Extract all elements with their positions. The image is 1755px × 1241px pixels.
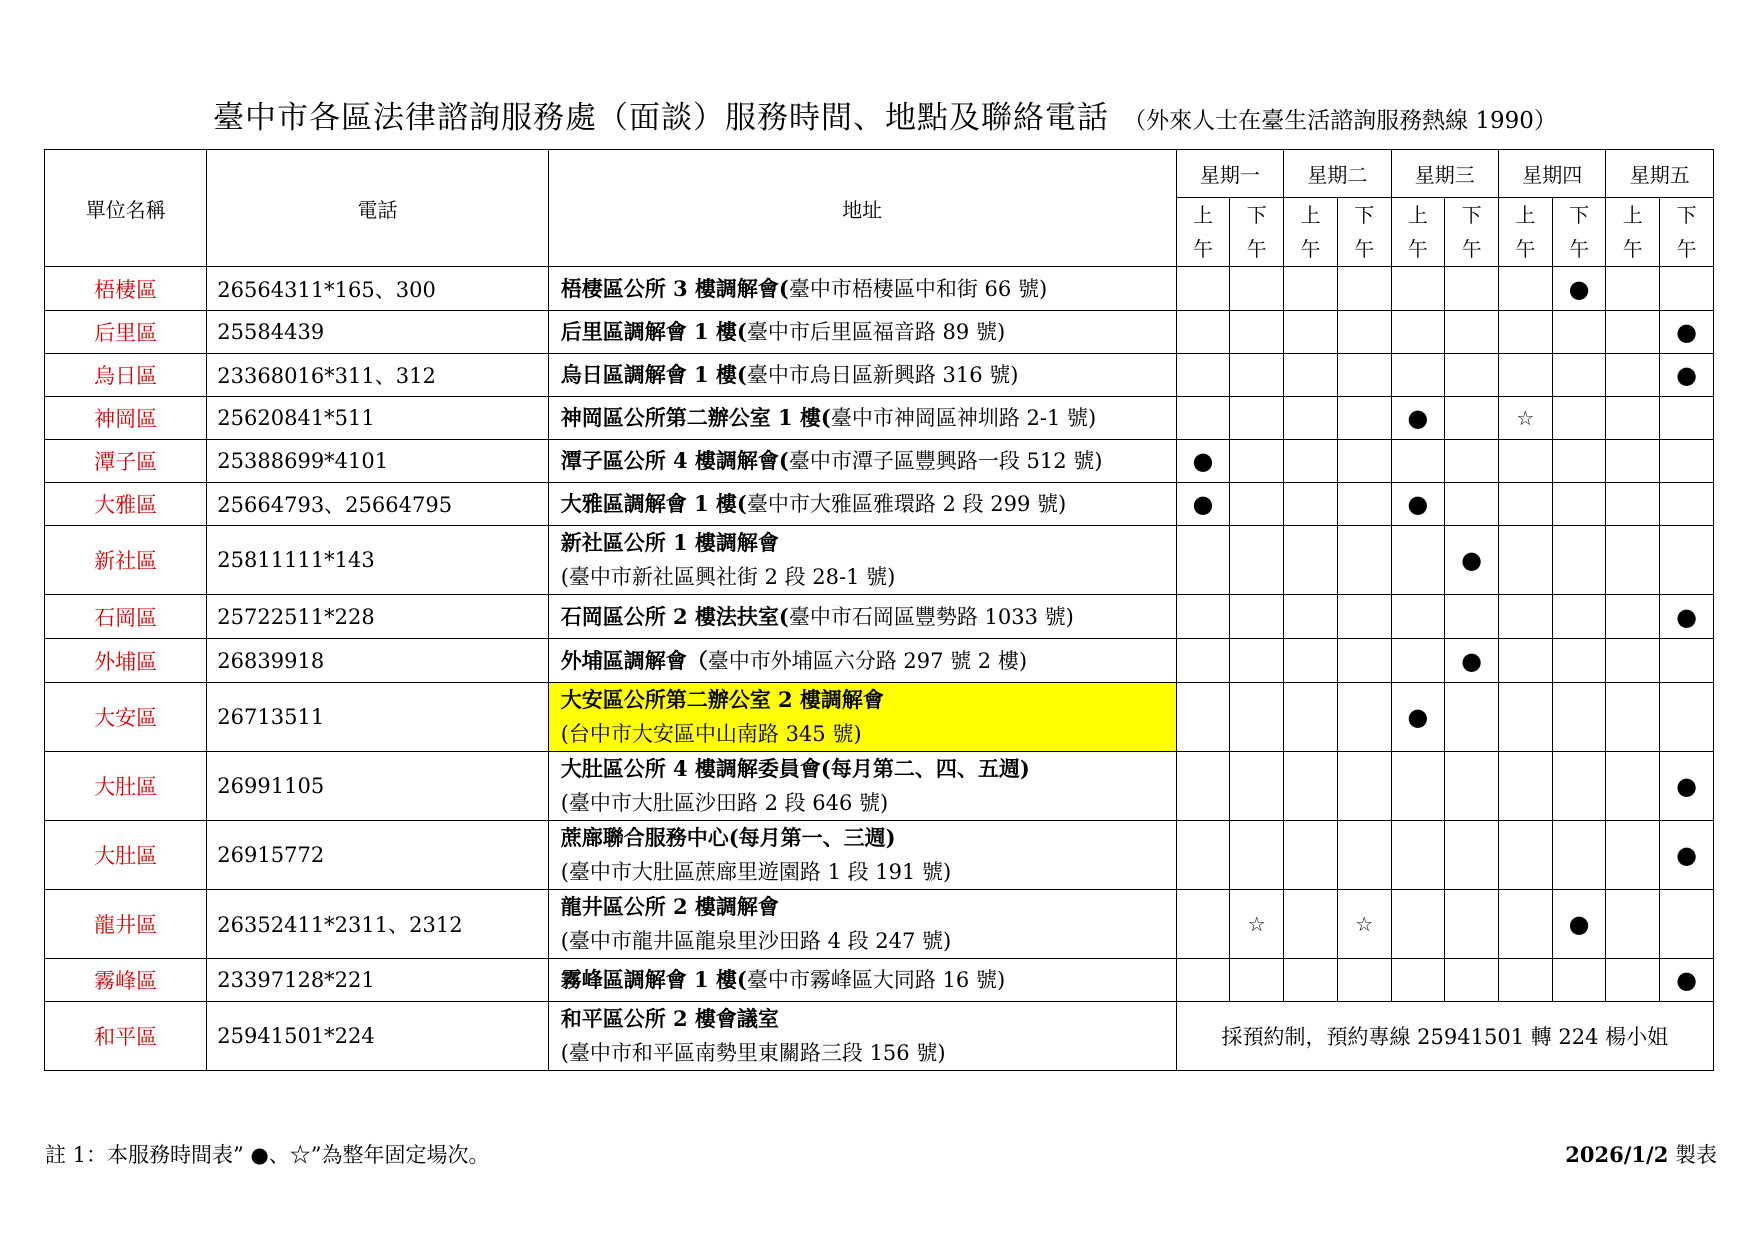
table-row: [45, 639, 1714, 683]
schedule-cell: [1391, 354, 1445, 397]
schedule-cell: [1552, 639, 1606, 683]
address-line-2: (臺中市龍井區龍泉里沙田路 4 段 247 號): [560, 929, 952, 953]
address: [548, 821, 1176, 890]
schedule-cell: [1337, 440, 1391, 483]
header-day-fri: 星期五: [1606, 150, 1714, 198]
schedule-cell: [1445, 821, 1499, 890]
address-venue: 新社區公所 1 樓調解會: [560, 530, 779, 555]
fixed-session-star: ☆: [1230, 890, 1284, 959]
phone-number: 26713511: [207, 683, 548, 752]
made-date: [1565, 1139, 1717, 1169]
schedule-cell: [1337, 483, 1391, 526]
table-row: [45, 959, 1714, 1002]
phone-number: 26564311*165、300: [207, 267, 548, 311]
schedule-cell: [1337, 397, 1391, 440]
address-line-1: [561, 821, 1176, 855]
fixed-session-dot: ●: [1660, 821, 1714, 890]
schedule-cell: [1498, 752, 1552, 821]
address-venue: 和平區公所 2 樓會議室: [560, 1006, 779, 1031]
header-unit: 單位名稱: [45, 150, 207, 267]
schedule-cell: [1337, 821, 1391, 890]
address-line-1: [561, 644, 1176, 678]
fixed-session-dot: ●: [1176, 483, 1230, 526]
address-line-1: [561, 272, 1176, 306]
footnote: 註 1：本服務時間表” ●、☆”為整年固定場次。: [45, 1143, 490, 1167]
table-row: [45, 821, 1714, 890]
unit-name: 大肚區: [45, 821, 207, 890]
address-line-1: [561, 358, 1176, 392]
address-venue: 龍井區公所 2 樓調解會: [560, 894, 779, 919]
phone-number: 25620841*511: [207, 397, 548, 440]
schedule-cell: [1230, 311, 1284, 354]
address-street: 臺中市大雅區雅環路 2 段 299 號): [746, 492, 1067, 516]
schedule-cell: [1391, 595, 1445, 639]
schedule-cell: [1337, 311, 1391, 354]
header-pm: 下 午: [1445, 198, 1499, 267]
schedule-cell: [1552, 821, 1606, 890]
schedule-cell: [1284, 683, 1338, 752]
phone-number: 26352411*2311、2312: [207, 890, 548, 959]
unit-name: 后里區: [45, 311, 207, 354]
address-street: 臺中市梧棲區中和街 66 號): [788, 276, 1048, 301]
unit-name: 梧棲區: [45, 267, 207, 311]
schedule-cell: [1230, 959, 1284, 1002]
schedule-cell: [1498, 526, 1552, 595]
header-day-mon: 星期一: [1176, 150, 1283, 198]
address: [548, 311, 1176, 354]
address: [548, 526, 1176, 595]
schedule-cell: [1337, 267, 1391, 311]
header-address: 地址: [548, 150, 1176, 267]
fixed-session-dot: ●: [1660, 959, 1714, 1002]
schedule-cell: [1230, 595, 1284, 639]
schedule-cell: [1552, 440, 1606, 483]
address-street: 臺中市神岡區神圳路 2-1 號): [830, 406, 1097, 430]
schedule-cell: [1337, 752, 1391, 821]
schedule-cell: [1606, 440, 1660, 483]
schedule-cell: [1606, 354, 1660, 397]
schedule-cell: [1176, 526, 1230, 595]
unit-name: 大安區: [45, 683, 207, 752]
phone-number: 25811111*143: [207, 526, 548, 595]
schedule-cell: [1552, 354, 1606, 397]
address-venue: 烏日區調解會 1 樓(: [560, 362, 747, 387]
schedule-cell: [1445, 595, 1499, 639]
schedule-cell: [1230, 821, 1284, 890]
unit-name: 外埔區: [45, 639, 207, 683]
schedule-cell: [1284, 483, 1338, 526]
address-line-1: [561, 526, 1176, 560]
schedule-cell: [1552, 483, 1606, 526]
table-row: [45, 267, 1714, 311]
schedule-cell: [1606, 890, 1660, 959]
fixed-session-star: ☆: [1337, 890, 1391, 959]
schedule-cell: [1606, 397, 1660, 440]
schedule-cell: [1337, 354, 1391, 397]
schedule-cell: [1606, 683, 1660, 752]
fixed-session-dot: ●: [1445, 639, 1499, 683]
schedule-cell: [1176, 311, 1230, 354]
schedule-cell: [1552, 311, 1606, 354]
address-venue: 梧棲區公所 3 樓調解會(: [560, 275, 789, 301]
schedule-cell: [1552, 683, 1606, 752]
address-line-2: (臺中市和平區南勢里東關路三段 156 號): [560, 1041, 946, 1065]
schedule-cell: [1176, 354, 1230, 397]
header-am: 上 午: [1176, 198, 1230, 267]
address: [548, 890, 1176, 959]
schedule-cell: [1391, 959, 1445, 1002]
schedule-cell: [1606, 959, 1660, 1002]
schedule-cell: [1230, 267, 1284, 311]
schedule-cell: [1606, 639, 1660, 683]
header-phone: 電話: [207, 150, 548, 267]
schedule-cell: [1230, 397, 1284, 440]
phone-number: 25941501*224: [207, 1002, 548, 1071]
schedule-cell: [1230, 526, 1284, 595]
header-day-wed: 星期三: [1391, 150, 1498, 198]
schedule-cell: [1284, 639, 1338, 683]
schedule-cell: [1391, 639, 1445, 683]
unit-name: 烏日區: [45, 354, 207, 397]
schedule-cell: [1284, 595, 1338, 639]
schedule-cell: [1337, 526, 1391, 595]
header-am: 上 午: [1284, 198, 1338, 267]
schedule-cell: [1445, 354, 1499, 397]
schedule-cell: [1445, 311, 1499, 354]
schedule-cell: [1606, 311, 1660, 354]
schedule-cell: [1606, 821, 1660, 890]
address-street: 臺中市石岡區豐勢路 1033 號): [788, 604, 1074, 629]
schedule-cell: [1176, 595, 1230, 639]
schedule-cell: [1176, 890, 1230, 959]
address-venue: 石岡區公所 2 樓法扶室(: [560, 603, 789, 629]
schedule-cell: [1445, 267, 1499, 311]
table-row: [45, 526, 1714, 595]
schedule-table: [44, 149, 1714, 1071]
fixed-session-dot: ●: [1391, 483, 1445, 526]
header-am: 上 午: [1606, 198, 1660, 267]
header-pm: 下 午: [1660, 198, 1714, 267]
schedule-cell: [1176, 639, 1230, 683]
fixed-session-dot: ●: [1391, 683, 1445, 752]
fixed-session-star: ☆: [1498, 397, 1552, 440]
phone-number: 25584439: [207, 311, 548, 354]
schedule-cell: [1176, 683, 1230, 752]
schedule-cell: [1230, 683, 1284, 752]
unit-name: 大雅區: [45, 483, 207, 526]
schedule-cell: [1230, 354, 1284, 397]
schedule-cell: [1176, 959, 1230, 1002]
made-label: 製表: [1668, 1143, 1717, 1167]
schedule-cell: [1445, 890, 1499, 959]
header-pm: 下 午: [1552, 198, 1606, 267]
schedule-cell: [1660, 397, 1714, 440]
schedule-cell: [1498, 959, 1552, 1002]
table-body: [45, 267, 1714, 1071]
fixed-session-dot: ●: [1660, 752, 1714, 821]
schedule-cell: [1284, 440, 1338, 483]
schedule-cell: [1660, 526, 1714, 595]
schedule-cell: [1284, 752, 1338, 821]
header-pm: 下 午: [1337, 198, 1391, 267]
document-title: [45, 92, 1725, 137]
schedule-cell: [1445, 683, 1499, 752]
address: [548, 440, 1176, 483]
page-title: 臺中市各區法律諮詢服務處（面談）服務時間、地點及聯絡電話: [213, 100, 1110, 136]
schedule-cell: [1230, 483, 1284, 526]
header-am: 上 午: [1391, 198, 1445, 267]
schedule-cell: [1284, 397, 1338, 440]
schedule-cell: [1176, 752, 1230, 821]
table-row: [45, 595, 1714, 639]
fixed-session-dot: ●: [1552, 267, 1606, 311]
schedule-cell: [1498, 890, 1552, 959]
schedule-cell: [1337, 683, 1391, 752]
address: [548, 483, 1176, 526]
schedule-cell: [1660, 267, 1714, 311]
page-subtitle: （外來人士在臺生活諮詢服務熱線 1990）: [1123, 108, 1557, 134]
schedule-cell: [1552, 959, 1606, 1002]
header-day-thu: 星期四: [1498, 150, 1605, 198]
schedule-cell: [1660, 639, 1714, 683]
schedule-cell: [1445, 397, 1499, 440]
address: [548, 639, 1176, 683]
address-street: 臺中市后里區福音路 89 號): [746, 320, 1006, 344]
schedule-cell: [1176, 821, 1230, 890]
address-line-2: (臺中市新社區興社街 2 段 28-1 號): [560, 565, 896, 589]
schedule-cell: [1176, 267, 1230, 311]
unit-name: 大肚區: [45, 752, 207, 821]
schedule-cell: [1606, 483, 1660, 526]
fixed-session-dot: ●: [1445, 526, 1499, 595]
table-row: [45, 311, 1714, 354]
address-line-1: [561, 401, 1176, 435]
schedule-cell: [1498, 311, 1552, 354]
address-line-1: [561, 315, 1176, 349]
schedule-cell: [1176, 397, 1230, 440]
unit-name: 新社區: [45, 526, 207, 595]
address-venue: 蔗廍聯合服務中心(每月第一、三週): [560, 825, 896, 850]
schedule-cell: [1284, 821, 1338, 890]
unit-name: 龍井區: [45, 890, 207, 959]
schedule-cell: [1498, 440, 1552, 483]
schedule-cell: [1230, 440, 1284, 483]
schedule-cell: [1391, 752, 1445, 821]
address: [548, 683, 1176, 752]
header-day-tue: 星期二: [1284, 150, 1391, 198]
fixed-session-dot: ●: [1660, 595, 1714, 639]
table-row: [45, 354, 1714, 397]
phone-number: 25664793、25664795: [207, 483, 548, 526]
unit-name: 和平區: [45, 1002, 207, 1071]
unit-name: 神岡區: [45, 397, 207, 440]
schedule-cell: [1445, 483, 1499, 526]
unit-name: 霧峰區: [45, 959, 207, 1002]
schedule-cell: [1606, 526, 1660, 595]
schedule-cell: [1445, 959, 1499, 1002]
schedule-cell: [1284, 959, 1338, 1002]
address-line-1: [561, 600, 1176, 634]
address-line-1: [561, 683, 1176, 717]
address-line-2: (台中市大安區中山南路 345 號): [560, 722, 862, 746]
schedule-cell: [1391, 890, 1445, 959]
appointment-note: 採預約制，預約專線 25941501 轉 224 楊小姐: [1176, 1002, 1713, 1071]
schedule-cell: [1445, 440, 1499, 483]
schedule-cell: [1498, 821, 1552, 890]
schedule-cell: [1284, 354, 1338, 397]
phone-number: 25722511*228: [207, 595, 548, 639]
schedule-cell: [1552, 526, 1606, 595]
schedule-cell: [1552, 752, 1606, 821]
schedule-cell: [1391, 440, 1445, 483]
schedule-cell: [1552, 595, 1606, 639]
table-row: [45, 397, 1714, 440]
fixed-session-dot: ●: [1176, 440, 1230, 483]
table-row: [45, 483, 1714, 526]
unit-name: 石岡區: [45, 595, 207, 639]
address: [548, 959, 1176, 1002]
schedule-cell: [1230, 752, 1284, 821]
phone-number: 26839918: [207, 639, 548, 683]
fixed-session-dot: ●: [1552, 890, 1606, 959]
address-line-1: [561, 890, 1176, 924]
schedule-cell: [1498, 683, 1552, 752]
schedule-cell: [1284, 890, 1338, 959]
address-venue: 外埔區調解會（: [560, 647, 708, 673]
phone-number: 26991105: [207, 752, 548, 821]
address-venue: 大安區公所第二辦公室 2 樓調解會: [560, 687, 884, 712]
schedule-cell: [1284, 267, 1338, 311]
phone-number: 23397128*221: [207, 959, 548, 1002]
phone-number: 26915772: [207, 821, 548, 890]
schedule-cell: [1337, 595, 1391, 639]
schedule-cell: [1498, 483, 1552, 526]
schedule-cell: [1660, 683, 1714, 752]
schedule-cell: [1337, 639, 1391, 683]
made-date-value: 2026/1/2: [1565, 1142, 1669, 1167]
header-pm: 下 午: [1230, 198, 1284, 267]
schedule-cell: [1552, 397, 1606, 440]
phone-number: 25388699*4101: [207, 440, 548, 483]
table-row: [45, 1002, 1714, 1071]
schedule-cell: [1391, 267, 1445, 311]
schedule-cell: [1337, 959, 1391, 1002]
address-line-1: [561, 963, 1176, 997]
address: [548, 752, 1176, 821]
address-line-1: [561, 444, 1176, 478]
address-venue: 大肚區公所 4 樓調解委員會(每月第二、四、五週): [560, 756, 1030, 781]
schedule-cell: [1284, 526, 1338, 595]
schedule-cell: [1660, 890, 1714, 959]
schedule-cell: [1498, 639, 1552, 683]
table-row: [45, 752, 1714, 821]
schedule-cell: [1391, 821, 1445, 890]
address-venue: 大雅區調解會 1 樓(: [560, 491, 747, 516]
schedule-cell: [1284, 311, 1338, 354]
schedule-cell: [1498, 267, 1552, 311]
schedule-cell: [1445, 752, 1499, 821]
unit-name: 潭子區: [45, 440, 207, 483]
table-row: [45, 440, 1714, 483]
schedule-cell: [1498, 354, 1552, 397]
table-header: [45, 150, 1714, 267]
schedule-cell: [1606, 595, 1660, 639]
schedule-cell: [1498, 595, 1552, 639]
fixed-session-dot: ●: [1660, 311, 1714, 354]
address: [548, 354, 1176, 397]
schedule-cell: [1391, 526, 1445, 595]
schedule-cell: [1391, 311, 1445, 354]
schedule-cell: [1606, 752, 1660, 821]
schedule-cell: [1606, 267, 1660, 311]
address-street: 臺中市潭子區豐興路一段 512 號): [788, 449, 1103, 473]
address-street: 臺中市霧峰區大同路 16 號): [746, 968, 1006, 992]
table-row: [45, 683, 1714, 752]
address-venue: 后里區調解會 1 樓(: [560, 319, 747, 344]
schedule-cell: [1660, 440, 1714, 483]
address-line-1: [561, 1002, 1176, 1036]
address-line-1: [561, 487, 1176, 521]
fixed-session-dot: ●: [1660, 354, 1714, 397]
address-venue: 神岡區公所第二辦公室 1 樓(: [560, 405, 831, 430]
address-line-1: [561, 752, 1176, 786]
address: [548, 267, 1176, 311]
table-row: [45, 890, 1714, 959]
header-am: 上 午: [1498, 198, 1552, 267]
schedule-cell: [1230, 639, 1284, 683]
address-street: 臺中市外埔區六分路 297 號 2 樓): [707, 648, 1028, 673]
address-venue: 潭子區公所 4 樓調解會(: [560, 448, 789, 473]
schedule-cell: [1660, 483, 1714, 526]
address-street: 臺中市烏日區新興路 316 號): [746, 363, 1019, 387]
address-line-2: (臺中市大肚區沙田路 2 段 646 號): [560, 791, 889, 815]
address: [548, 397, 1176, 440]
address-line-2: (臺中市大肚區蔗廍里遊園路 1 段 191 號): [560, 860, 952, 884]
address: [548, 1002, 1176, 1071]
phone-number: 23368016*311、312: [207, 354, 548, 397]
address-venue: 霧峰區調解會 1 樓(: [560, 967, 747, 992]
fixed-session-dot: ●: [1391, 397, 1445, 440]
address: [548, 595, 1176, 639]
